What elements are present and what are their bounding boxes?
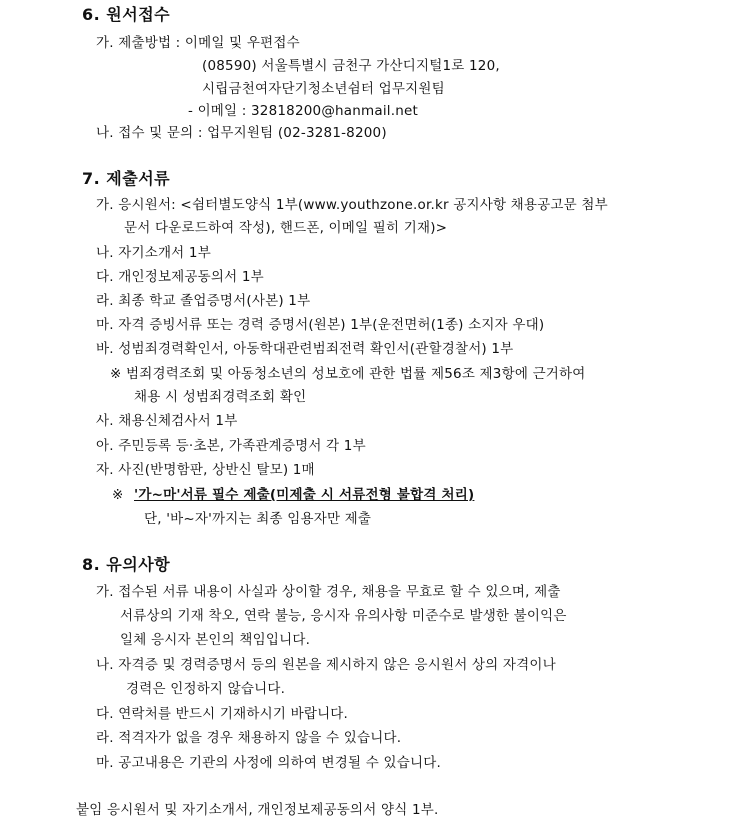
s8-item-na-1: 나. 자격증 및 경력증명서 등의 원본을 제시하지 않은 응시원서 상의 자격이나 — [96, 657, 556, 673]
s7-ba-note-1: ※ 범죄경력조회 및 아동청소년의 성보호에 관한 법률 제56조 제3항에 근거하여 — [110, 366, 586, 382]
s6-item-na: 나. 접수 및 문의 : 업무지원팀 (02-3281-8200) — [96, 125, 387, 141]
section-6-heading: 6. 원서접수 — [82, 5, 171, 24]
s8-item-da: 다. 연락처를 반드시 기재하시기 바랍니다. — [96, 706, 349, 722]
s7-item-ga-1: 가. 응시원서: <쉼터별도양식 1부(www.youthzone.or.kr 공지사항 채용공고문 첨부 — [96, 197, 608, 213]
s8-item-ga-3: 일체 응시자 본인의 책임입니다. — [120, 632, 311, 648]
s6-post-address-1: (08590) 서울특별시 금천구 가산디지털1로 120, — [202, 58, 500, 74]
s8-item-ga-1: 가. 접수된 서류 내용이 사실과 상이할 경우, 채용을 무효로 할 수 있으며, 제출 — [96, 584, 561, 600]
section-8-heading: 8. 유의사항 — [82, 555, 171, 574]
s8-item-na-2: 경력은 인정하지 않습니다. — [126, 681, 286, 697]
s7-ba-note-2: 채용 시 성범죄경력조회 확인 — [134, 389, 307, 405]
s7-item-ga-2: 문서 다운로드하여 작성), 핸드폰, 이메일 필히 기재)> — [124, 220, 448, 236]
s8-item-ra: 라. 적격자가 없을 경우 채용하지 않을 수 있습니다. — [96, 730, 402, 746]
s7-final-note: 단, '바~자'까지는 최종 임용자만 제출 — [144, 511, 372, 527]
s7-item-ba: 바. 성범죄경력확인서, 아동학대관련범죄전력 확인서(관할경찰서) 1부 — [96, 341, 514, 357]
s6-email: - 이메일 : 32818200@hanmail.net — [188, 103, 418, 119]
attachment-note: 붙임 응시원서 및 자기소개서, 개인정보제공동의서 양식 1부. — [76, 802, 439, 818]
s6-item-ga: 가. 제출방법 : 이메일 및 우편접수 — [96, 35, 300, 51]
s7-item-a: 아. 주민등록 등·초본, 가족관계증명서 각 1부 — [96, 438, 366, 454]
s7-item-ra: 라. 최종 학교 졸업증명서(사본) 1부 — [96, 293, 311, 309]
s7-item-na: 나. 자기소개서 1부 — [96, 245, 211, 261]
section-7-heading: 7. 제출서류 — [82, 169, 171, 188]
s6-post-address-2: 시립금천여자단기청소년쉼터 업무지원팀 — [202, 81, 445, 97]
s7-item-da: 다. 개인정보제공동의서 1부 — [96, 269, 264, 285]
s8-item-ma: 마. 공고내용은 기관의 사정에 의하여 변경될 수 있습니다. — [96, 755, 441, 771]
note-mark: ※ — [112, 487, 124, 503]
s7-item-ja: 자. 사진(반명함판, 상반신 탈모) 1매 — [96, 462, 315, 478]
required-docs-note: '가~마'서류 필수 제출(미제출 시 서류전형 불합격 처리) — [134, 487, 475, 503]
s7-item-sa: 사. 채용신체검사서 1부 — [96, 413, 238, 429]
s8-item-ga-2: 서류상의 기재 착오, 연락 불능, 응시자 유의사항 미준수로 발생한 불이익은 — [120, 608, 567, 624]
s7-required-note — [112, 485, 474, 505]
s7-item-ma: 마. 자격 증빙서류 또는 경력 증명서(원본) 1부(운전면허(1종) 소지자 우대) — [96, 317, 545, 333]
